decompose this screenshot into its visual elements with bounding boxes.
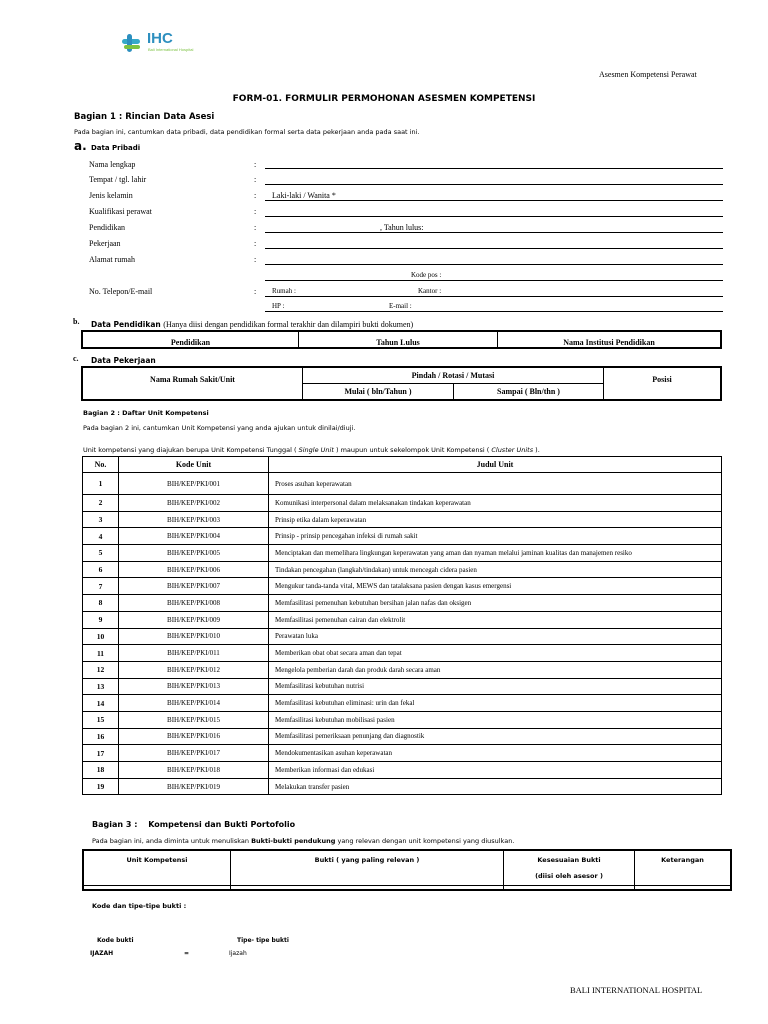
pendidikan-table (81, 330, 722, 349)
equals-sign: = (184, 950, 190, 957)
colon: : (254, 191, 257, 200)
unit-no: 15 (83, 711, 119, 728)
kode-col-label: Kode bukti (97, 937, 134, 944)
colon: : (254, 175, 257, 184)
unit-no: 2 (83, 495, 119, 512)
label-tempat: Tempat / tgl. lahir (89, 175, 147, 184)
colon: : (254, 287, 257, 296)
note-pre: Unit kompetensi yang diajukan berupa Unit Kompetensi Tunggal ( (83, 446, 297, 454)
unit-row (83, 528, 722, 545)
unit-judul: Memfasilitasi kebutuhan mobilisasi pasien (269, 711, 722, 728)
email-label: E-mail : (389, 302, 412, 310)
col-kode-unit: Kode Unit (119, 457, 269, 473)
kantor-label: Kantor : (418, 287, 442, 295)
ijazah-type: Ijazah (229, 950, 247, 957)
kode-pos-label: Kode pos : (411, 271, 442, 279)
bagian3-desc (92, 837, 514, 845)
col-posisi: Posisi (604, 367, 722, 400)
ijazah-code: IJAZAH (90, 950, 114, 957)
label-alamat: Alamat rumah (89, 255, 135, 264)
input-kode-pos[interactable] (265, 280, 723, 281)
section-a-title: Data Pribadi (91, 144, 141, 152)
hp-label: HP : (272, 302, 285, 310)
unit-judul: Mengukur tanda-tanda vital, MEWS dan tatalaksana pasien dengan kasus emergensi (269, 578, 722, 595)
col-unit-kompetensi: Unit Kompetensi (83, 850, 231, 890)
unit-no: 16 (83, 728, 119, 745)
unit-kode: BIH/KEP/PKI/007 (119, 578, 269, 595)
unit-row (83, 678, 722, 695)
label-jenis: Jenis kelamin (89, 191, 133, 200)
unit-row (83, 778, 722, 795)
label-pendidikan: Pendidikan (89, 223, 125, 232)
label-pekerjaan: Pekerjaan (89, 239, 121, 248)
unit-judul: Melakukan transfer pasien (269, 778, 722, 795)
note-mid: ) maupun untuk sekelompok Unit Kompetensi ( (333, 446, 490, 454)
bukti-row-divider (84, 885, 730, 886)
unit-no: 8 (83, 595, 119, 612)
unit-kode: BIH/KEP/PKI/006 (119, 561, 269, 578)
bagian2-note (83, 446, 540, 454)
unit-no: 12 (83, 661, 119, 678)
unit-kode: BIH/KEP/PKI/004 (119, 528, 269, 545)
logo-subtitle: Bali International Hospital (148, 47, 194, 52)
note-post: ). (533, 446, 540, 454)
unit-row (83, 511, 722, 528)
unit-no: 19 (83, 778, 119, 795)
input-jenis[interactable] (265, 200, 723, 201)
unit-judul: Perawatan luka (269, 628, 722, 645)
unit-no: 1 (83, 473, 119, 495)
unit-kompetensi-table (82, 456, 722, 795)
bagian2-desc: Pada bagian 2 ini, cantumkan Unit Kompetensi yang anda ajukan untuk dinilai/diuji. (83, 424, 356, 432)
unit-row (83, 495, 722, 512)
logo-text: IHC (147, 30, 173, 47)
unit-kode: BIH/KEP/PKI/008 (119, 595, 269, 612)
unit-row (83, 695, 722, 712)
unit-row (83, 595, 722, 612)
input-tempat[interactable] (265, 184, 723, 185)
unit-kode: BIH/KEP/PKI/013 (119, 678, 269, 695)
unit-kode: BIH/KEP/PKI/017 (119, 745, 269, 762)
unit-judul: Memberikan informasi dan edukasi (269, 762, 722, 779)
desc-pre: Pada bagian ini, anda diminta untuk menuliskan (92, 837, 252, 845)
unit-judul: Prinsip etika dalam keperawatan (269, 511, 722, 528)
col-no: No. (83, 457, 119, 473)
unit-no: 9 (83, 611, 119, 628)
colon: : (254, 207, 257, 216)
input-pendidikan[interactable] (265, 232, 723, 233)
unit-kode: BIH/KEP/PKI/003 (119, 511, 269, 528)
input-pekerjaan[interactable] (265, 248, 723, 249)
bagian1-desc: Pada bagian ini, cantumkan data pribadi, data pendidikan formal serta data pekerjaan anda pada saat ini. (74, 128, 420, 136)
section-b-letter: b. (73, 317, 80, 326)
note-single: Single Unit (296, 446, 334, 454)
form-title: FORM-01. FORMULIR PERMOHONAN ASESMEN KOMPETENSI (232, 94, 536, 104)
unit-judul: Mendokumentasikan asuhan keperawatan (269, 745, 722, 762)
unit-judul: Memfasilitasi pemeriksaan penunjang dan diagnostik (269, 728, 722, 745)
col-bukti: Bukti ( yang paling relevan ) (231, 850, 504, 890)
note-cluster: Cluster Units (489, 446, 534, 454)
unit-row (83, 611, 722, 628)
pekerjaan-table (81, 366, 722, 401)
unit-kode: BIH/KEP/PKI/011 (119, 645, 269, 662)
unit-kode: BIH/KEP/PKI/018 (119, 762, 269, 779)
unit-row (83, 728, 722, 745)
col-keterangan: Keterangan (635, 850, 732, 890)
input-hp-email[interactable] (265, 311, 723, 312)
desc-bold: Bukti-bukti pendukung (251, 837, 336, 845)
unit-no: 11 (83, 645, 119, 662)
unit-no: 14 (83, 695, 119, 712)
kesesuaian-label: Kesesuaian Bukti (537, 856, 601, 864)
colon: : (254, 160, 257, 169)
col-pindah: Pindah / Rotasi / Mutasi (303, 367, 604, 384)
col-sampai: Sampai ( Bln/thn ) (454, 384, 604, 401)
unit-row (83, 561, 722, 578)
unit-no: 4 (83, 528, 119, 545)
section-b-note: (Hanya diisi dengan pendidikan formal terakhir dan dilampiri bukti dokumen) (163, 320, 414, 329)
hospital-logo (120, 30, 200, 60)
col-nama-rs: Nama Rumah Sakit/Unit (82, 367, 303, 400)
col-tahun-lulus: Tahun Lulus (299, 331, 498, 348)
col-mulai: Mulai ( bln/Tahun ) (303, 384, 454, 401)
unit-row (83, 578, 722, 595)
unit-no: 3 (83, 511, 119, 528)
unit-judul: Mengelola pemberian darah dan produk darah secara aman (269, 661, 722, 678)
colon: : (254, 239, 257, 248)
unit-kode: BIH/KEP/PKI/016 (119, 728, 269, 745)
input-alamat-1[interactable] (265, 264, 723, 265)
unit-no: 6 (83, 561, 119, 578)
unit-no: 17 (83, 745, 119, 762)
label-kualifikasi: Kualifikasi perawat (89, 207, 152, 216)
section-c-letter: c. (73, 354, 79, 363)
unit-no: 5 (83, 545, 119, 562)
bagian3-heading (92, 820, 295, 829)
bagian2-title: Bagian 2 : Daftar Unit Kompetensi (83, 409, 209, 417)
unit-judul: Proses asuhan keperawatan (269, 473, 722, 495)
unit-judul: Memberikan obat obat secara aman dan tepat (269, 645, 722, 662)
unit-judul: Menciptakan dan memelihara lingkungan keperawatan yang aman dan nyaman melalui jaminan kualitas dan manajemen resiko (269, 545, 722, 562)
unit-judul: Memfasilitasi kebutuhan nutrisi (269, 678, 722, 695)
tahun-lulus-label: , Tahun lulus: (380, 223, 424, 232)
unit-judul: Memfasilitasi pemenuhan kebutuhan bersihan jalan nafas dan oksigen (269, 595, 722, 612)
unit-kode: BIH/KEP/PKI/014 (119, 695, 269, 712)
unit-kode: BIH/KEP/PKI/010 (119, 628, 269, 645)
section-b-title: Data Pendidikan (91, 320, 161, 329)
unit-row (83, 661, 722, 678)
colon: : (254, 255, 257, 264)
unit-judul: Komunikasi interpersonal dalam melaksanakan tindakan keperawatan (269, 495, 722, 512)
label-telepon: No. Telepon/E-mail (89, 287, 153, 296)
input-nama[interactable] (265, 168, 723, 169)
unit-row (83, 545, 722, 562)
unit-judul: Prinsip - prinsip pencegahan infeksi di rumah sakit (269, 528, 722, 545)
footer-hospital: BALI INTERNATIONAL HOSPITAL (570, 985, 703, 995)
unit-row (83, 762, 722, 779)
unit-row (83, 628, 722, 645)
col-pendidikan: Pendidikan (82, 331, 299, 348)
unit-row (83, 745, 722, 762)
col-judul-unit: Judul Unit (269, 457, 722, 473)
unit-kode: BIH/KEP/PKI/001 (119, 473, 269, 495)
rumah-label: Rumah : (272, 287, 296, 295)
unit-no: 10 (83, 628, 119, 645)
input-kualifikasi[interactable] (265, 216, 723, 217)
unit-kode: BIH/KEP/PKI/019 (119, 778, 269, 795)
desc-post: yang relevan dengan unit kompetensi yang diusulkan. (335, 837, 515, 845)
unit-kode: BIH/KEP/PKI/009 (119, 611, 269, 628)
unit-judul: Memfasilitasi kebutuhan eliminasi: urin dan fekal (269, 695, 722, 712)
tipe-col-label: Tipe- tipe bukti (237, 937, 289, 944)
label-nama: Nama lengkap (89, 160, 136, 169)
jenis-value: Laki-laki / Wanita * (272, 191, 336, 200)
unit-no: 7 (83, 578, 119, 595)
input-telepon[interactable] (265, 296, 723, 297)
unit-kode: BIH/KEP/PKI/005 (119, 545, 269, 562)
unit-row (83, 473, 722, 495)
kode-title: Kode dan tipe-tipe bukti : (92, 902, 187, 910)
logo-mark-icon (120, 32, 144, 56)
kesesuaian-sub: (diisi oleh asesor ) (535, 872, 603, 880)
col-nama-institusi: Nama Institusi Pendidikan (498, 331, 722, 348)
colon: : (254, 223, 257, 232)
col-kesesuaian (504, 850, 635, 890)
unit-judul: Memfasilitasi pemenuhan cairan dan elektrolit (269, 611, 722, 628)
unit-kode: BIH/KEP/PKI/015 (119, 711, 269, 728)
unit-judul: Tindakan pencegahan (langkah/tindakan) untuk mencegah cidera pasien (269, 561, 722, 578)
unit-no: 18 (83, 762, 119, 779)
unit-row (83, 711, 722, 728)
section-a-letter: a. (74, 139, 87, 153)
section-b-heading (91, 320, 413, 329)
section-c-title: Data Pekerjaan (91, 356, 156, 365)
bagian3-title-pre: Bagian 3 : (92, 820, 138, 829)
unit-no: 13 (83, 678, 119, 695)
unit-kode: BIH/KEP/PKI/012 (119, 661, 269, 678)
bagian3-title: Kompetensi dan Bukti Portofolio (148, 820, 296, 829)
unit-row (83, 645, 722, 662)
bagian1-title: Bagian 1 : Rincian Data Asesi (74, 112, 215, 122)
header-right-label: Asesmen Kompetensi Perawat (599, 70, 697, 79)
unit-kode: BIH/KEP/PKI/002 (119, 495, 269, 512)
